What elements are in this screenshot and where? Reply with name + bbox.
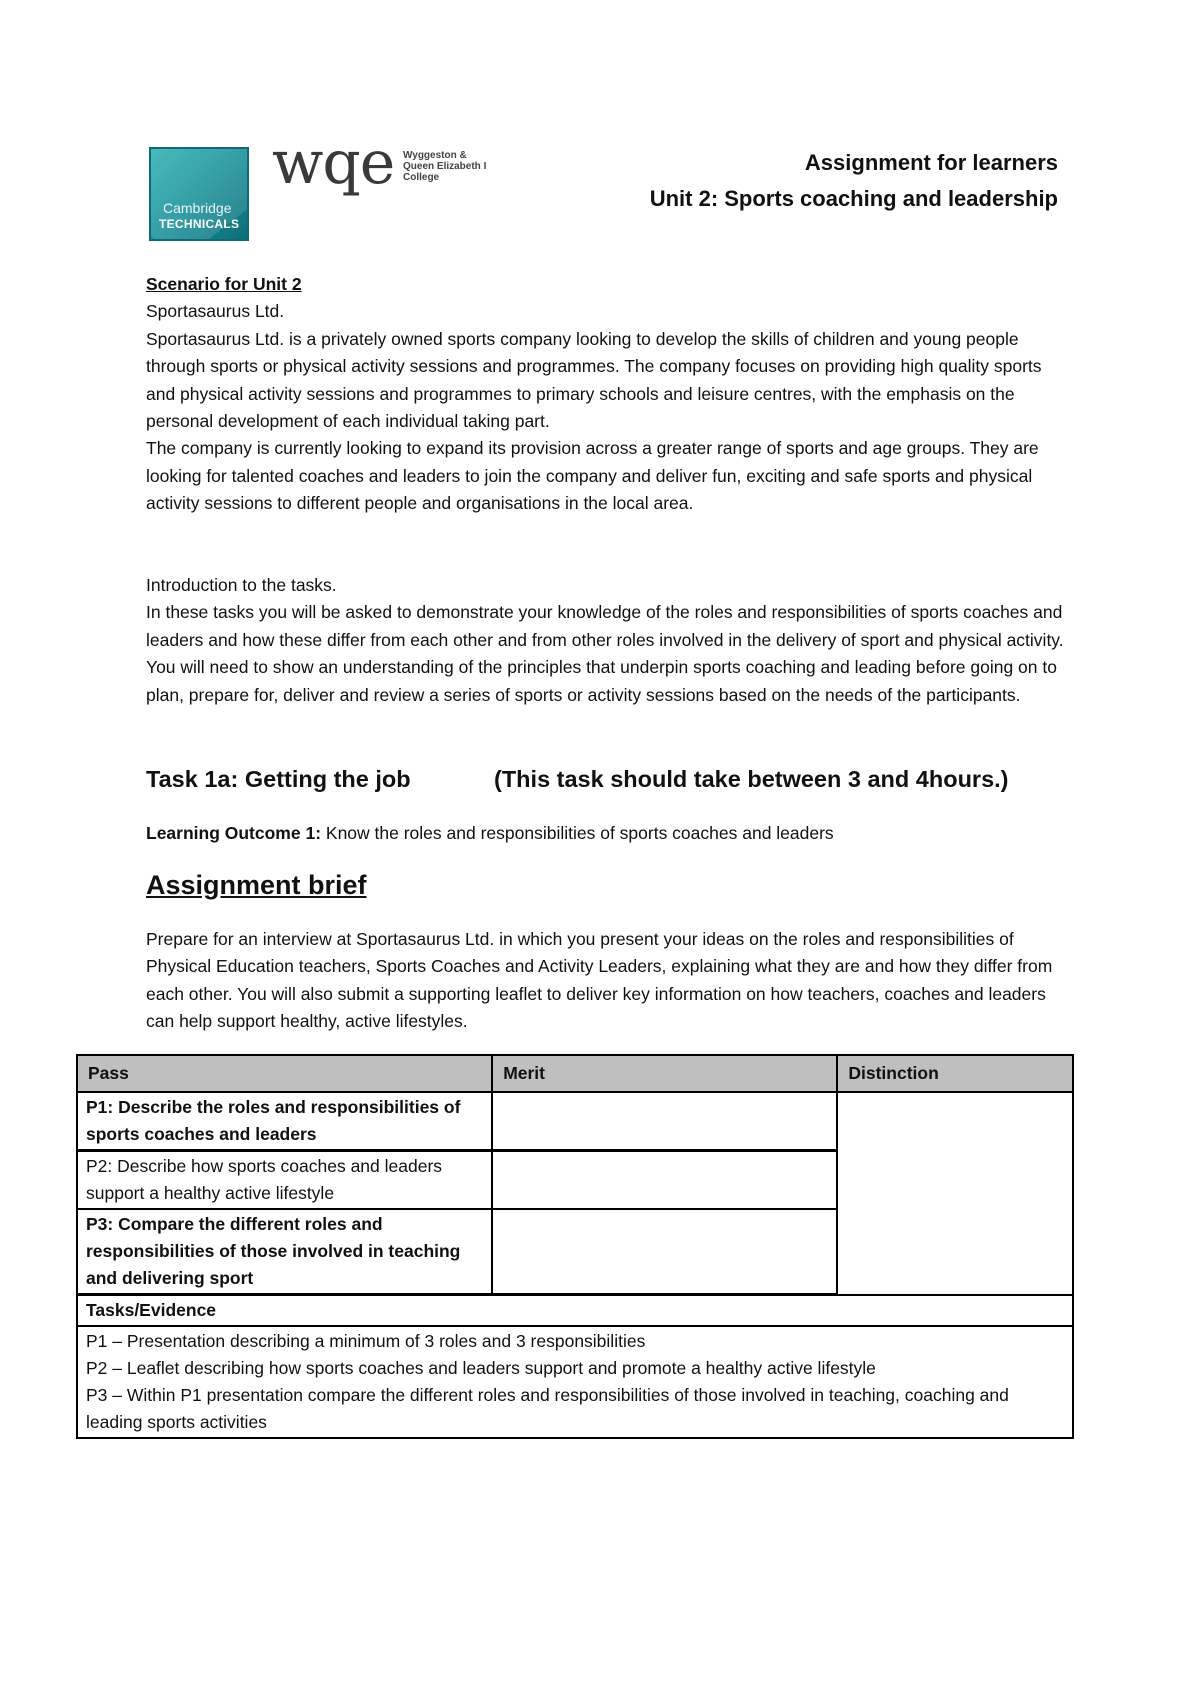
assignment-brief-heading: Assignment brief [146,870,367,900]
logo-technicals-text: TECHNICALS [159,217,240,231]
scenario-paragraph-1: Sportasaurus Ltd. is a privately owned sports company looking to develop the skills of children and young people through sports or physical activity sessions and programmes. The company focuses on providing high quality sports and physical activity sessions and programmes to primary schools and leisure centres, with the emphasis on the personal development of each individual taking part. [146,328,1042,432]
evidence-cell [77,1326,1073,1438]
distinction-cell [837,1092,1073,1295]
evidence-item: P3 – Within P1 presentation compare the different roles and responsibilities of those involved in teaching, coaching and leading sports activities [86,1385,1009,1432]
scenario-paragraph-2: The company is currently looking to expand its provision across a greater range of sports and age groups. They are looking for talented coaches and leaders to join the company and deliver fun, exciting and safe sports and physical activity sessions to different people and organisations in the local area. [146,438,1039,514]
cambridge-technicals-logo [149,147,249,241]
intro-section [146,572,1064,709]
header-distinction: Distinction [837,1055,1073,1092]
table-row [77,1326,1073,1438]
wqe-sub-line: Queen Elizabeth I [403,161,487,172]
header-merit: Merit [492,1055,837,1092]
evidence-item: P1 – Presentation describing a minimum of 3 roles and 3 responsibilities [86,1331,646,1351]
wqe-logo: wqe [272,128,395,198]
task-title: Task 1a: Getting the job [146,766,411,792]
header-pass: Pass [77,1055,492,1092]
scenario-heading: Scenario for Unit 2 [146,274,302,294]
scenario-section [146,271,1064,518]
criterion-p2: P2: Describe how sports coaches and leaders support a healthy active lifestyle [77,1151,492,1210]
merit-cell [492,1209,837,1295]
wqe-sub-line: Wyggeston & [403,150,467,161]
task-duration: (This task should take between 3 and 4hours.) [494,766,1009,792]
assignment-brief-text [146,926,1064,1036]
wqe-logo-subtitle [403,150,486,183]
brief-paragraph: Prepare for an interview at Sportasaurus Ltd. in which you present your ideas on the roles and responsibilities of Physical Education teachers, Sports Coaches and Activity Leaders, explaining what they are and how they differ from each other. You will also submit a supporting leaflet to deliver key information on how teachers, coaches and leaders can help support healthy, active lifestyles. [146,929,1053,1032]
table-row [77,1092,1073,1151]
merit-cell [492,1151,837,1210]
intro-paragraph: In these tasks you will be asked to demonstrate your knowledge of the roles and responsibilities of sports coaches and leaders and how these differ from each other and from other roles involved in the delivery of sport and physical activity. You will need to show an understanding of the principles that underpin sports coaching and leading before going on to plan, prepare for, deliver and review a series of sports or activity sessions based on the needs of the participants. [146,602,1064,705]
merit-cell [492,1092,837,1151]
criterion-p3: P3: Compare the different roles and responsibilities of those involved in teaching and delivering sport [77,1209,492,1295]
evidence-item: P2 – Leaflet describing how sports coaches and leaders support and promote a healthy active lifestyle [86,1358,876,1378]
logo-cambridge-text: Cambridge [163,200,232,216]
learning-outcome-label: Learning Outcome 1: [146,823,322,843]
criterion-p1: P1: Describe the roles and responsibilities of sports coaches and leaders [77,1092,492,1151]
grading-criteria-table [76,1054,1074,1439]
table-header-row [77,1055,1073,1092]
unit-title: Unit 2: Sports coaching and leadership [649,186,1058,211]
scenario-company: Sportasaurus Ltd. [146,301,285,322]
table-row [77,1295,1073,1327]
learning-outcome-text: Know the roles and responsibilities of sports coaches and leaders [321,823,834,843]
intro-heading: Introduction to the tasks. [146,575,337,595]
learning-outcome [146,823,834,844]
document-title: Assignment for learners [804,150,1058,175]
wqe-sub-line: College [403,172,440,183]
tasks-evidence-heading: Tasks/Evidence [77,1295,1073,1327]
